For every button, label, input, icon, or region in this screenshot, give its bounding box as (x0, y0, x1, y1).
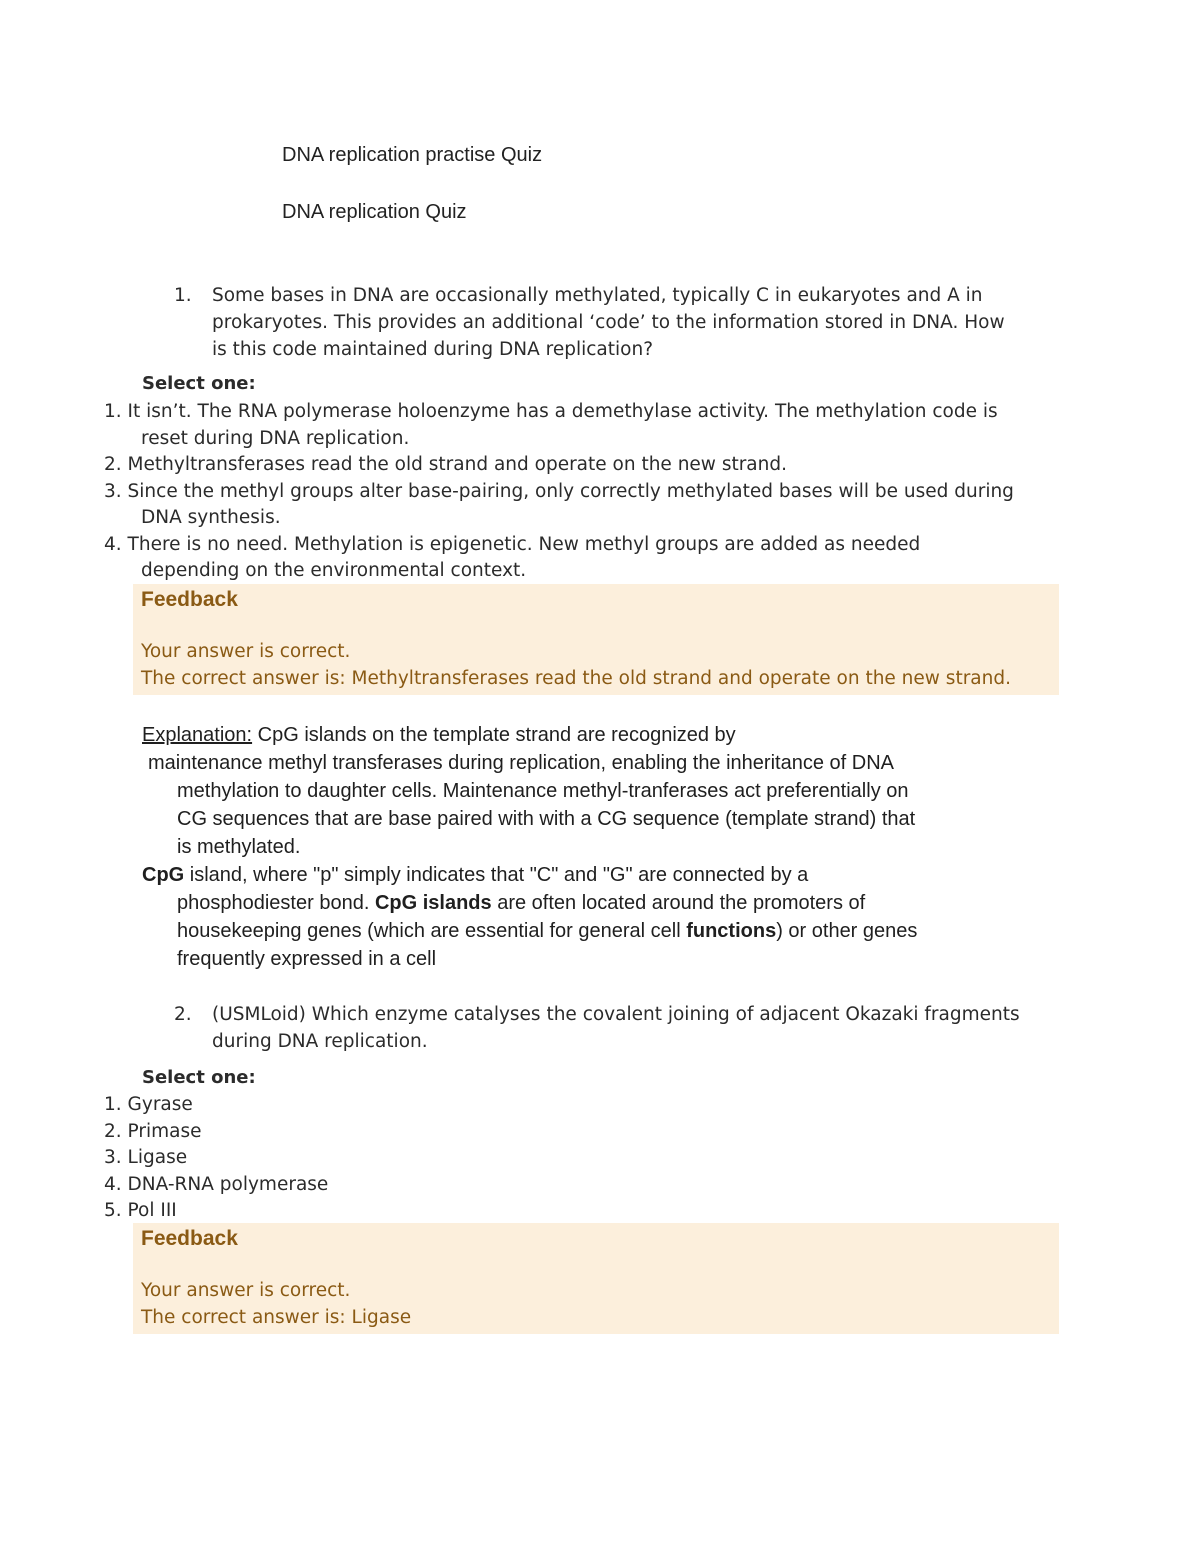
answer-option[interactable] (104, 1198, 1064, 1225)
feedback-title: Feedback (141, 1227, 238, 1250)
question-number: 2. (174, 1004, 192, 1025)
explanation-text: are often located around the promoters of (491, 892, 866, 914)
explanation-text: phosphodiester bond. (177, 892, 375, 914)
quiz-title: DNA replication Quiz (282, 201, 467, 223)
explanation-text: ) or other genes (776, 920, 918, 942)
feedback-correct-answer: The correct answer is: Methyltransferases read the old strand and operate on the new strand. (141, 668, 1011, 689)
option-text: Since the methyl groups alter base-pairing, only correctly methylated bases will be used during (127, 480, 1014, 502)
explanation-line (142, 721, 1062, 749)
option-text-cont: depending on the environmental context. (141, 560, 527, 581)
explanation-bold: CpG (142, 864, 185, 886)
answer-option[interactable] (104, 1119, 1064, 1146)
explanation-label: Explanation: (142, 724, 253, 746)
answer-option[interactable] (104, 532, 1064, 585)
question-text (212, 1001, 1064, 1055)
explanation-text: housekeeping genes (which are essential for general cell (177, 920, 687, 942)
option-number: 2. (104, 454, 122, 475)
feedback-box (133, 1223, 1059, 1334)
answer-option[interactable] (104, 1172, 1064, 1199)
option-number: 2. (104, 1120, 122, 1142)
select-one-label: Select one: (142, 1067, 256, 1088)
option-text: There is no need. Methylation is epigenetic. New methyl groups are added as needed (127, 533, 921, 555)
answer-option[interactable] (104, 1092, 1064, 1119)
question-1 (174, 282, 1064, 363)
question-number: 1. (174, 285, 192, 306)
option-number: 1. (104, 1094, 122, 1115)
question-line: Some bases in DNA are occasionally methylated, typically C in eukaryotes and A in (212, 285, 983, 306)
option-text: Ligase (127, 1147, 188, 1168)
explanation-line: frequently expressed in a cell (177, 948, 437, 970)
option-text-cont: reset during DNA replication. (141, 427, 410, 449)
option-number: 1. (104, 401, 122, 422)
option-number: 3. (104, 1147, 122, 1168)
question-2 (174, 1001, 1064, 1055)
question-line: during DNA replication. (212, 1031, 428, 1052)
question-text (212, 282, 1064, 363)
question-line: (USMLoid) Which enzyme catalyses the covalent joining of adjacent Okazaki fragments (212, 1004, 1020, 1025)
answer-options (104, 399, 1064, 585)
option-text-cont: DNA synthesis. (141, 507, 281, 528)
answer-option[interactable] (104, 479, 1064, 532)
option-text: Primase (127, 1120, 202, 1142)
option-text: Pol III (127, 1200, 177, 1221)
question-line: is this code maintained during DNA replication? (212, 339, 654, 360)
option-text: Gyrase (127, 1094, 193, 1115)
explanation-line (142, 917, 1062, 945)
explanation-text: island, where "p" simply indicates that "C" and "G" are connected by a (184, 864, 809, 886)
feedback-title: Feedback (141, 588, 238, 611)
feedback-status: Your answer is correct. (141, 1280, 351, 1301)
feedback-correct-answer: The correct answer is: Ligase (141, 1307, 412, 1328)
explanation-line: maintenance methyl transferases during replication, enabling the inheritance of DNA (148, 752, 894, 774)
feedback-box (133, 584, 1059, 695)
answer-options (104, 1092, 1064, 1225)
explanation-line: CG sequences that are base paired with with a CG sequence (template strand) that (177, 808, 916, 830)
option-text: Methyltransferases read the old strand and operate on the new strand. (127, 454, 787, 475)
option-number: 5. (104, 1200, 122, 1221)
explanation-line: methylation to daughter cells. Maintenance methyl-tranferases act preferentially on (177, 780, 909, 802)
option-text: DNA-RNA polymerase (127, 1173, 329, 1195)
explanation-bold: functions (686, 920, 777, 942)
option-number: 4. (104, 533, 122, 555)
answer-option[interactable] (104, 1145, 1064, 1172)
option-number: 4. (104, 1173, 122, 1195)
feedback-status: Your answer is correct. (141, 641, 351, 662)
explanation (142, 721, 1062, 973)
explanation-line (142, 889, 1062, 917)
answer-option[interactable] (104, 452, 1064, 479)
select-one-label: Select one: (142, 373, 256, 394)
explanation-line (142, 861, 1062, 889)
explanation-line: is methylated. (177, 836, 301, 858)
question-line: prokaryotes. This provides an additional ‘code’ to the information stored in DNA. How (212, 312, 1005, 333)
answer-option[interactable] (104, 399, 1064, 452)
option-text: It isn’t. The RNA polymerase holoenzyme has a demethylase activity. The methylation code is (127, 401, 998, 422)
page-title: DNA replication practise Quiz (282, 144, 543, 166)
option-number: 3. (104, 480, 122, 502)
explanation-text: CpG islands on the template strand are recognized by (252, 724, 736, 746)
explanation-bold: CpG islands (374, 892, 492, 914)
